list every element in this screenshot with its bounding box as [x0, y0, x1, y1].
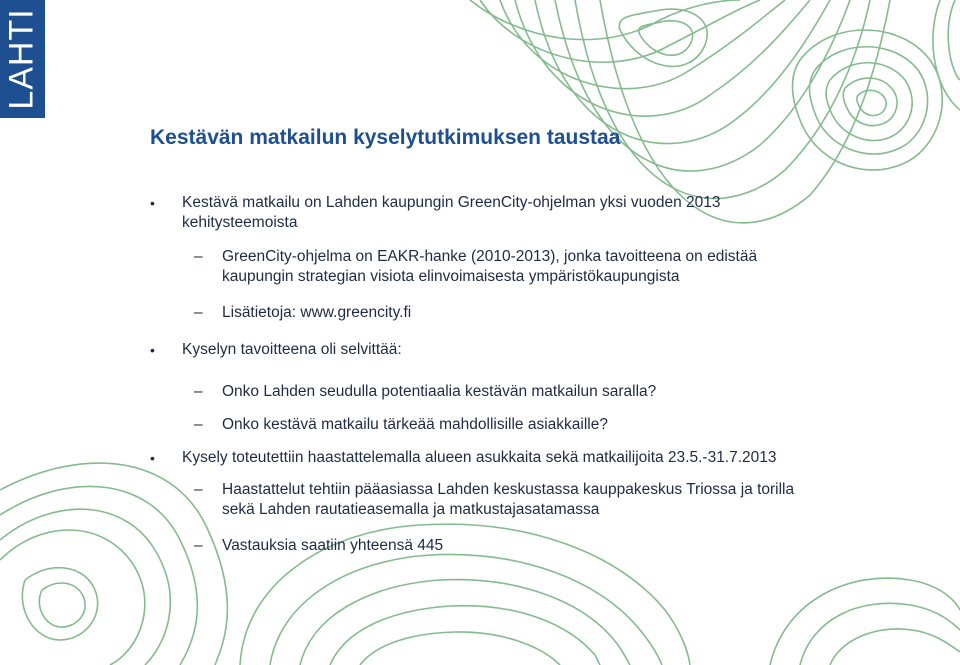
bullet-marker: •	[150, 195, 155, 211]
lahti-logo-text: LAHTI	[2, 8, 41, 110]
sub-item	[150, 415, 810, 435]
contour-line	[360, 632, 560, 665]
sub-item-text: Onko Lahden seudulla potentiaalia kestävän matkailun saralla?	[222, 383, 657, 400]
contour-line	[300, 580, 630, 665]
sub-item	[150, 303, 810, 323]
dash-marker: –	[194, 481, 203, 498]
dash-marker: –	[194, 383, 203, 400]
contour-line	[270, 554, 662, 665]
sub-item-text: Lisätietoja: www.greencity.fi	[222, 304, 412, 321]
lahti-logo	[0, 0, 45, 118]
contour-line	[933, 0, 960, 110]
dash-marker: –	[194, 416, 203, 433]
sub-item	[150, 382, 810, 402]
sub-item	[150, 536, 810, 556]
bullet-marker: •	[150, 342, 155, 358]
slide-body	[150, 193, 810, 556]
bullet-text: Kysely toteutettiin haastattelemalla alueen asukkaita sekä matkailijoita 23.5.-31.7.2013	[182, 449, 777, 466]
sub-item	[150, 480, 810, 520]
bullet-text: Kyselyn tavoitteena oli selvittää:	[182, 341, 402, 358]
dash-marker: –	[194, 537, 203, 554]
sub-item	[150, 247, 810, 287]
contour-line	[22, 568, 97, 640]
bullet-item	[150, 193, 810, 233]
slide-title: Kestävän matkailun kyselytutkimuksen taustaa	[150, 126, 621, 149]
dash-marker: –	[194, 248, 203, 265]
contour-line	[800, 603, 960, 665]
sub-item-text: GreenCity-ohjelma on EAKR-hanke (2010-2013), jonka tavoitteena on edistää kaupungin strategian visiota elinvoimaisesta ympäristökaupungista	[222, 248, 758, 285]
sub-item-text: Vastauksia saatiin yhteensä 445	[222, 537, 444, 554]
contour-line	[857, 90, 886, 115]
bullet-item	[150, 340, 810, 360]
contour-line	[948, 0, 960, 80]
contour-line	[0, 509, 170, 665]
bullet-marker: •	[150, 450, 155, 466]
sub-item-text: Onko kestävä matkailu tärkeää mahdollisille asiakkaille?	[222, 416, 608, 433]
contour-line	[830, 629, 960, 665]
dash-marker: –	[194, 304, 203, 321]
contour-line	[770, 578, 960, 665]
contour-line	[843, 78, 897, 126]
contour-line	[470, 0, 740, 40]
bullet-text: Kestävä matkailu on Lahden kaupungin GreenCity-ohjelman yksi vuoden 2013 kehitysteemoista	[182, 194, 721, 231]
contour-line	[330, 606, 600, 665]
contour-line	[826, 63, 912, 141]
contour-line	[39, 583, 85, 627]
sub-item-text: Haastattelut tehtiin pääasiassa Lahden keskustassa kauppakeskus Triossa ja torilla sekä Lahden rautatieasemalla ja matkustajasatamassa	[222, 481, 795, 518]
contour-line	[793, 30, 943, 170]
bullet-item	[150, 448, 810, 468]
